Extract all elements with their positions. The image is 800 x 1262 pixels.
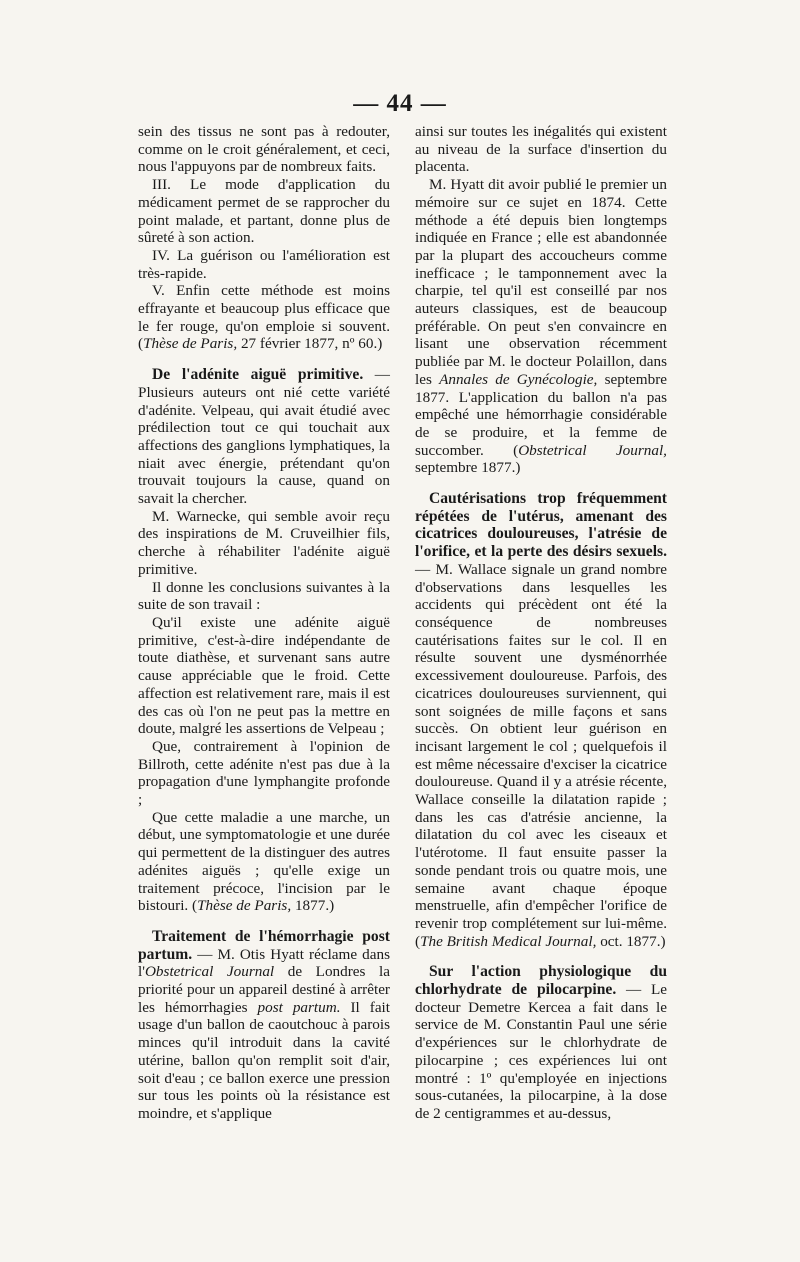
paragraph: sein des tissus ne sont pas à redouter, comme on le croit généralement, et ceci, nous l'appuyons par de nombreux faits. <box>138 123 390 176</box>
citation: Obstetrical Journal, <box>518 441 667 459</box>
paragraph <box>138 282 390 353</box>
section-text: — M. Wallace signale un grand nombre d'observations dans lesquelles les accidents qui précèdent ont été la conséquence de nombreuses cautérisations faites sur le col. Il en résulte souvent une dysménorrhée excessivement douloureuse. Parfois, des cicatrices douloureuses surviennent, qui sont soignées de mille façons et sans succès. On obtient leur guérison en incisant largement le col ; quelquefois il est même nécessaire d'exciser la cicatrice douloureuse. Quand il y a atrésie récente, Wallace conseille la dilatation rapide ; dans les cas d'atrésie ancienne, la dilatation du col avec les ciseaux et l'utérotome. Il faut ensuite passer la sonde pendant trois ou quatre mois, une semaine avant chaque époque menstruelle, afin d'empêcher l'orifice de revenir trop complétement sur lui-même. ( <box>415 560 667 950</box>
paragraph-text: 27 février 1877, nº 60.) <box>237 335 383 353</box>
paragraph: M. Warnecke, qui semble avoir reçu des inspirations de M. Cruveilhier fils, cherche à réhabiliter l'adénite aiguë primitive. <box>138 507 390 578</box>
section-heading: Sur l'action physiologique du chlorhydrate de pilocarpine. <box>415 963 667 999</box>
paragraph-text: septembre 1877.) <box>415 459 521 477</box>
section-text: — M. Otis Hyatt réclame dans l' <box>138 945 390 981</box>
paragraph-text: M. Hyatt dit avoir publié le premier un mémoire sur ce sujet en 1874. Cette méthode a été depuis bien longtemps indiquée en France ; elle est abandonnée par la plupart des accoucheurs comme inefficace ; le tamponnement avec la charpie, tel qu'il est conseillé par nos auteurs classiques, est de beaucoup préférable. On peut s'en convaincre en lisant une observation récemment publiée par M. le docteur Polaillon, dans les <box>415 176 667 388</box>
section-heading: Traitement de l'hémorrhagie post partum. <box>138 927 390 963</box>
citation: Thèse de Paris, <box>143 335 238 353</box>
paragraph-text: 1877.) <box>291 897 335 915</box>
section-text: oct. 1877.) <box>596 932 666 950</box>
section-text: — Le docteur Demetre Kercea a fait dans le service de M. Constantin Paul une série d'expériences sur le chlorhydrate de pilocarpine ; ces expériences lui ont montré : 1º qu'employée en injections sous-cutanées, la pilocarpine, à la dose de 2 centigrammes et au-dessus, <box>415 981 667 1122</box>
paragraph: Que, contrairement à l'opinion de Billroth, cette adénite n'est pas due à la propagation d'une lymphangite profonde ; <box>138 737 390 809</box>
paragraph-text: septembre 1877. L'application du ballon n'a pas empêché une hémorrhagie considérable de se produire, et la femme de succomber. ( <box>415 370 667 459</box>
page-number: — 44 — <box>353 90 447 117</box>
section-hemorrhagie <box>138 928 390 1123</box>
journal-name: Annales de Gynécologie, <box>439 370 598 388</box>
citation: Thèse de Paris, <box>197 897 292 915</box>
section-text: Il fait usage d'un ballon de caoutchouc à parois minces qu'il introduit dans la cavité utérine, ballon qu'on remplit soit d'air, soit d'eau ; ce ballon exerce une pression sur tous les points où la résistance est moindre, et s'applique <box>138 998 390 1122</box>
paragraph <box>138 809 390 915</box>
section-pilocarpine <box>415 963 667 1122</box>
paragraph: ainsi sur toutes les inégalités qui existent au niveau de la surface d'insertion du placenta. <box>415 123 667 176</box>
section-cauterisations <box>415 490 667 950</box>
paragraph <box>415 176 667 477</box>
paragraph-text: V. Enfin cette méthode est moins effrayante et beaucoup plus efficace que le fer rouge, qu'on emploie si souvent. ( <box>138 282 390 353</box>
right-column <box>415 123 667 1123</box>
paragraph: III. Le mode d'application du médicament permet de se rapprocher du point malade, et partant, donne plus de sûreté à son action. <box>138 176 390 247</box>
latin-term: post partum. <box>257 998 341 1016</box>
citation: The British Medical Journal, <box>420 932 597 950</box>
paragraph: Qu'il existe une adénite aiguë primitive, c'est-à-dire indépendante de toute diathèse, et survenant sans autre cause appréciable que le froid. Cette affection est relativement rare, mais il est des cas où l'on ne peut pas la mettre en doute, malgré les assertions de Velpeau ; <box>138 613 390 738</box>
section-text: — Plusieurs auteurs ont nié cette variété d'adénite. Velpeau, qui avait étudié avec prédilection tout ce qui touchait aux affections des ganglions lymphatiques, la niait avec énergie, prétendant qu'on trouvait toujours la cause, quand on savait la chercher. <box>138 366 390 508</box>
paragraph: Il donne les conclusions suivantes à la suite de son travail : <box>138 578 390 614</box>
paragraph: IV. La guérison ou l'amélioration est très-rapide. <box>138 246 390 282</box>
paragraph-text: Que cette maladie a une marche, un début, une symptomatologie et une durée qui permettent de la distinguer des autres adénites aiguës ; qu'elle exige un traitement précoce, l'incision par le bistouri. ( <box>138 808 390 915</box>
section-text: de Londres la priorité pour un appareil destiné à arrêter les hémorrhagies <box>138 963 390 1016</box>
section-heading: Cautérisations trop fréquemment répétées de l'utérus, amenant des cicatrices douloureuses, l'atrésie de l'orifice, et la perte des désirs sexuels. <box>415 490 667 561</box>
section-adenite <box>138 366 390 508</box>
left-column <box>138 123 390 1123</box>
journal-name: Obstetrical Journal <box>144 963 275 981</box>
section-heading: De l'adénite aiguë primitive. <box>152 366 364 384</box>
